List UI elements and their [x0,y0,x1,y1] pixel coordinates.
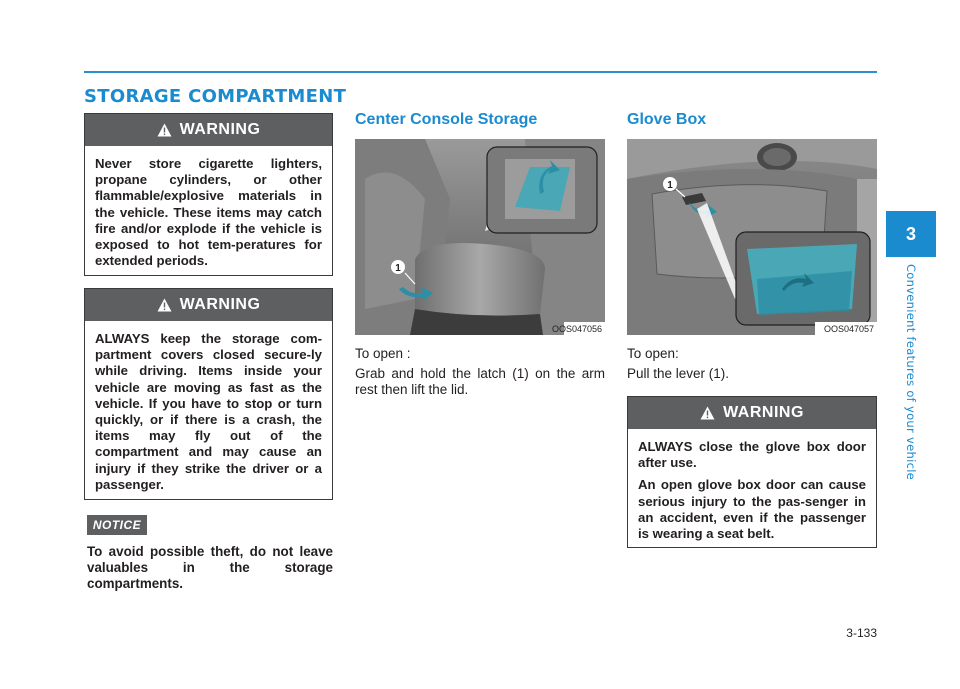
warning-body [628,429,876,550]
glove-box-instruction: Pull the lever (1). [627,366,730,381]
page-number: 3-133 [846,626,877,640]
center-console-instruction: Grab and hold the latch (1) on the arm rest then lift the lid. [355,366,605,397]
warning-box-flammables [84,113,333,276]
notice-text: To avoid possible theft, do not leave valuables in the storage compartments. [87,544,333,591]
center-console-to-open: To open : [355,346,411,361]
warning-triangle-icon [700,406,715,420]
chapter-label: Convenient features of your vehicle [904,263,918,481]
section-title: STORAGE COMPARTMENT [84,86,347,107]
glove-box-illustration [627,139,877,335]
warning-text: ALWAYS close the glove box door after use. [638,439,866,471]
warning-header [85,289,332,321]
warning-triangle-icon [157,123,172,137]
warning-text: An open glove box door can cause serious injury to the pas-senger in an accident, even if the passenger is wearing a seat belt. [638,477,866,542]
warning-body [85,146,332,277]
center-console-photo [355,139,605,335]
glove-box-title: Glove Box [627,111,707,128]
warning-body [85,321,332,501]
glove-box-to-open: To open: [627,346,679,361]
center-console-illustration [355,139,605,335]
photo-code: OOS047056 [551,324,602,334]
warning-text: ALWAYS keep the storage com-partment covers closed secure-ly while driving. Items inside your vehicle are moving as fast as the vehicle. If you have to stop or turn quickly, or if there is a crash, the items may fly out of the compartment and may cause an injury if they strike the driver or a passenger. [95,331,322,492]
warning-box-covers [84,288,333,500]
warning-heading: WARNING [723,404,804,421]
warning-heading: WARNING [179,296,261,313]
warning-box-glove-door [627,396,877,548]
chapter-tab: 3 [886,211,936,257]
center-console-title: Center Console Storage [355,111,538,128]
warning-header [628,397,876,429]
notice-badge: NOTICE [87,515,147,535]
warning-heading: WARNING [179,121,261,138]
top-rule [84,71,877,73]
callout-label: 1 [667,180,673,191]
glove-box-photo [627,139,877,335]
warning-header [85,114,332,146]
warning-triangle-icon [157,298,172,312]
callout-label: 1 [395,263,401,274]
photo-code: OOS047057 [823,324,874,334]
warning-text: Never store cigarette lighters, propane cylinders, or other flammable/explosive materials in the vehicle. These items may catch fire and/or explode if the vehicle is exposed to hot tem-peratures for extended periods. [95,156,322,269]
